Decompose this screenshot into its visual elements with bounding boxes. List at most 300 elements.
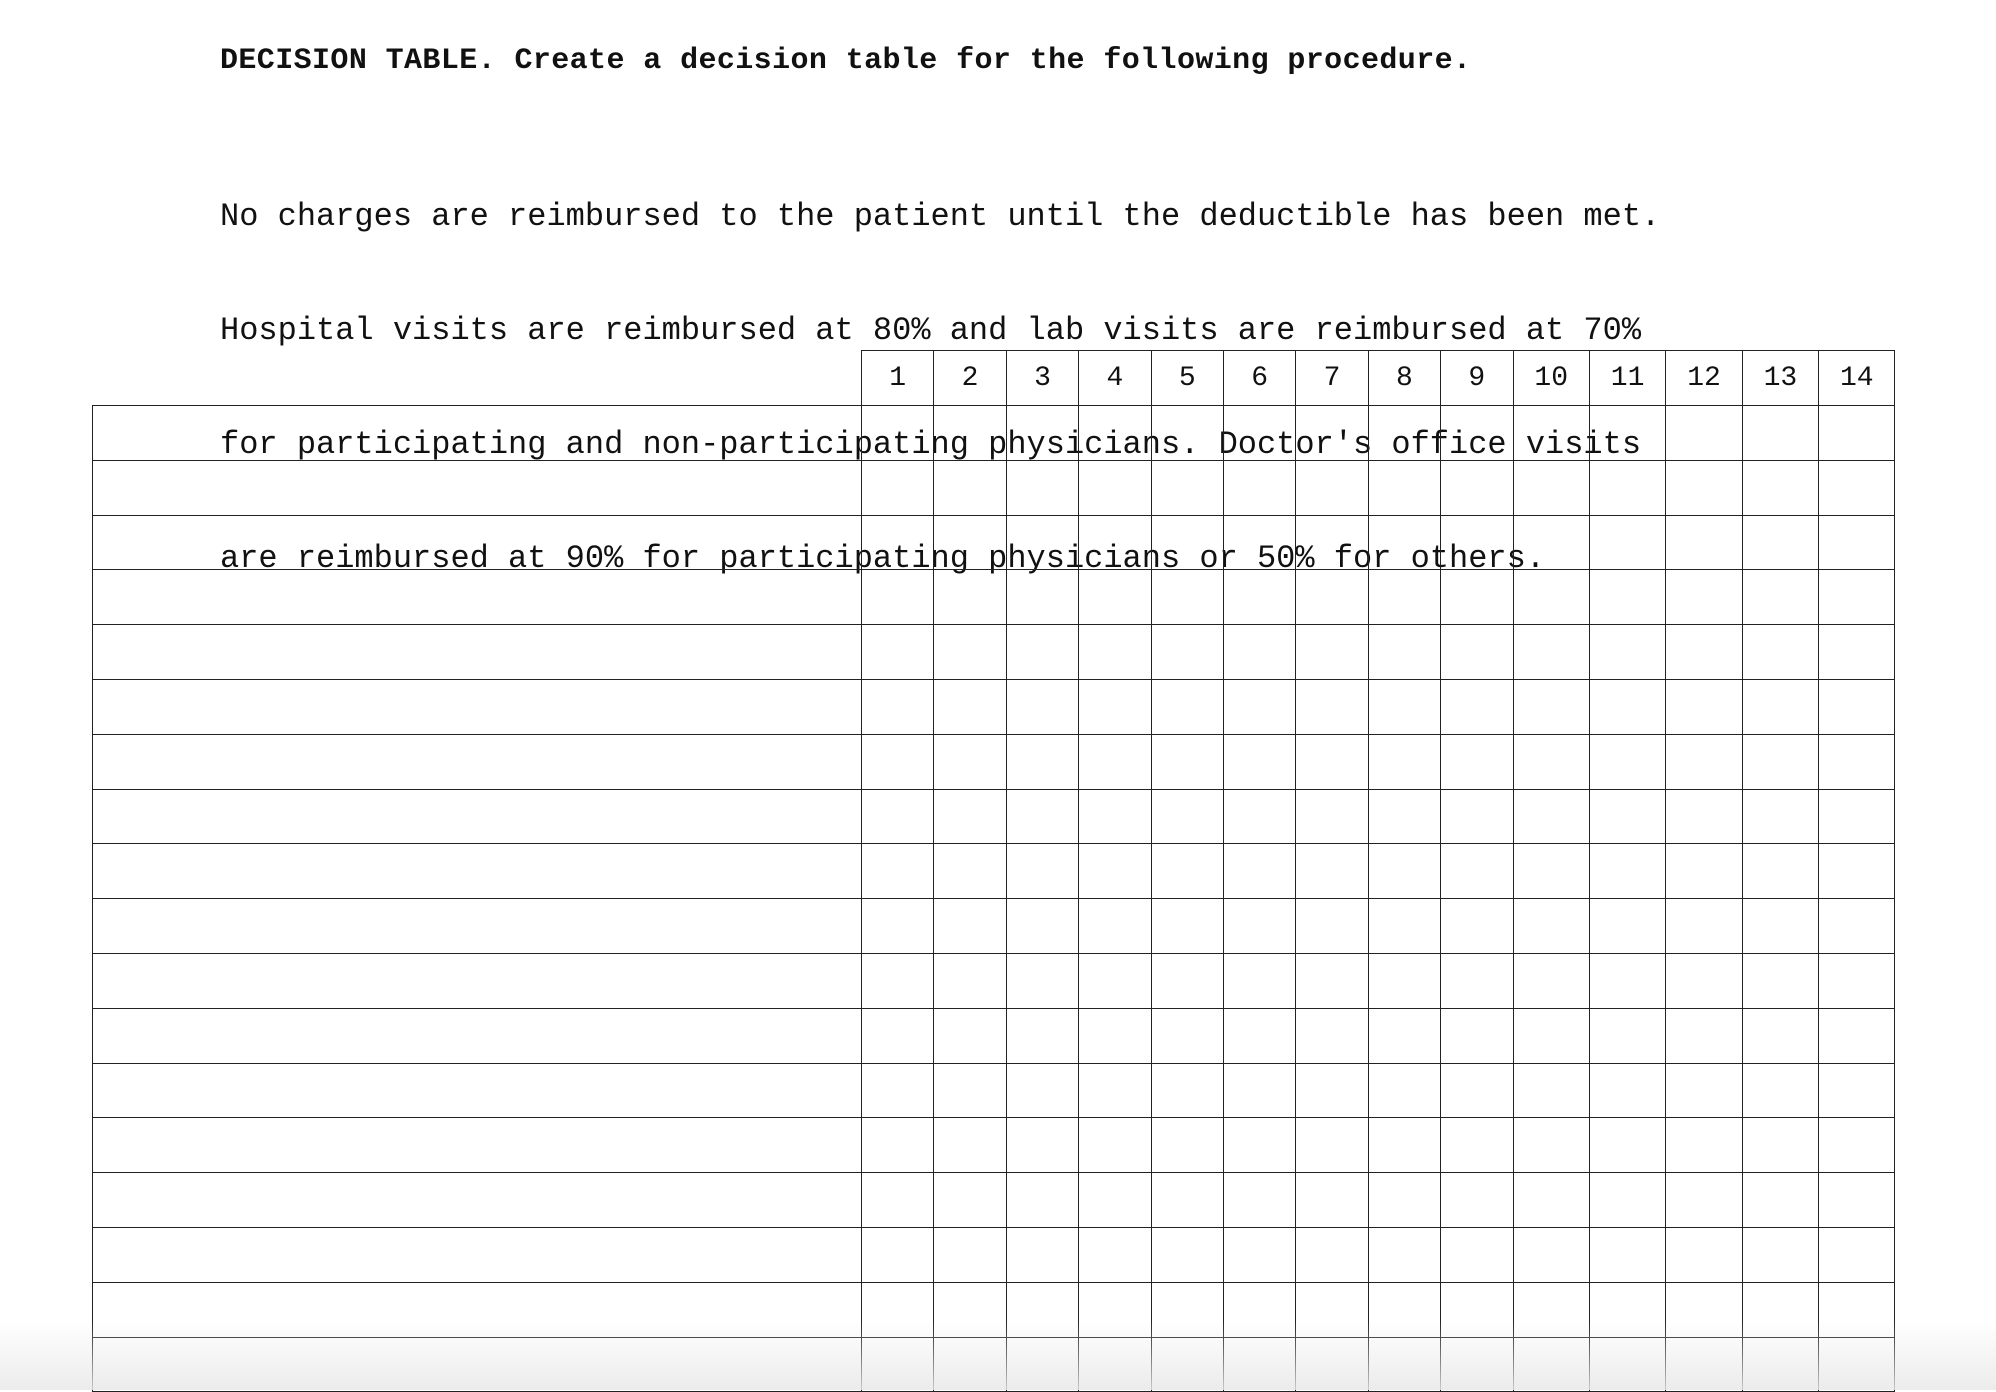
condition-action-cell[interactable] [93,570,862,625]
rule-cell[interactable] [1296,625,1368,680]
rule-cell[interactable] [1513,1282,1589,1337]
table-row [93,1227,1895,1282]
rule-cell[interactable] [862,515,934,570]
rule-cell[interactable] [862,460,934,515]
condition-action-cell[interactable] [93,1118,862,1173]
rule-cell[interactable] [1742,899,1818,954]
condition-action-cell[interactable] [93,789,862,844]
rule-cell[interactable] [1742,1337,1818,1392]
rule-cell[interactable] [1368,953,1440,1008]
condition-action-cell[interactable] [93,625,862,680]
rule-cell[interactable] [1742,1282,1818,1337]
rule-cell[interactable] [1368,1173,1440,1228]
rule-cell[interactable] [1079,679,1151,734]
rule-cell[interactable] [1513,460,1589,515]
rule-cell[interactable] [1742,1227,1818,1282]
rule-cell[interactable] [1006,515,1078,570]
rule-cell[interactable] [1742,1008,1818,1063]
rule-cell[interactable] [1742,570,1818,625]
rule-cell[interactable] [1006,679,1078,734]
rule-cell[interactable] [1006,844,1078,899]
rule-cell[interactable] [1006,460,1078,515]
rule-cell[interactable] [1513,1063,1589,1118]
rule-cell[interactable] [1513,1008,1589,1063]
rule-cell[interactable] [1742,460,1818,515]
rule-cell[interactable] [862,734,934,789]
rule-cell[interactable] [1819,1282,1895,1337]
rule-cell[interactable] [1296,1118,1368,1173]
rule-cell[interactable] [1151,1282,1223,1337]
rule-cell[interactable] [1006,1337,1078,1392]
rule-number-header: 7 [1296,351,1368,406]
rule-cell[interactable] [1006,1063,1078,1118]
table-row [93,734,1895,789]
rule-cell[interactable] [1589,1282,1665,1337]
rule-cell[interactable] [1151,570,1223,625]
rule-number-header: 2 [934,351,1006,406]
rule-cell[interactable] [1742,1118,1818,1173]
rule-cell[interactable] [1589,1227,1665,1282]
rule-cell[interactable] [1223,1337,1295,1392]
rule-cell[interactable] [1589,406,1665,461]
rule-cell[interactable] [1006,899,1078,954]
rule-cell[interactable] [1666,1118,1742,1173]
condition-action-cell[interactable] [93,1173,862,1228]
rule-cell[interactable] [1296,1282,1368,1337]
rule-cell[interactable] [1296,515,1368,570]
rule-cell[interactable] [934,1063,1006,1118]
rule-cell[interactable] [1079,953,1151,1008]
rule-cell[interactable] [862,1063,934,1118]
rule-cell[interactable] [862,899,934,954]
rule-cell[interactable] [1079,1282,1151,1337]
rule-cell[interactable] [1742,734,1818,789]
rule-cell[interactable] [1819,1227,1895,1282]
rule-number-header: 9 [1441,351,1513,406]
rule-cell[interactable] [1151,789,1223,844]
rule-number-header: 3 [1006,351,1078,406]
rule-cell[interactable] [1589,1008,1665,1063]
rule-cell[interactable] [1079,1063,1151,1118]
table-row [93,679,1895,734]
rule-number-header: 4 [1079,351,1151,406]
table-row [93,789,1895,844]
rule-cell[interactable] [1296,1173,1368,1228]
rule-cell[interactable] [1819,899,1895,954]
rule-cell[interactable] [1368,1118,1440,1173]
table-row [93,570,1895,625]
rule-number-header: 10 [1513,351,1589,406]
rule-cell[interactable] [1441,515,1513,570]
rule-cell[interactable] [1589,844,1665,899]
rule-cell[interactable] [1296,406,1368,461]
table-row [93,844,1895,899]
table-row [93,515,1895,570]
rule-cell[interactable] [934,734,1006,789]
rule-cell[interactable] [1441,460,1513,515]
rule-cell[interactable] [1441,1008,1513,1063]
rule-cell[interactable] [1079,460,1151,515]
rule-cell[interactable] [1441,1282,1513,1337]
rule-cell[interactable] [1819,844,1895,899]
rule-cell[interactable] [1819,1063,1895,1118]
rule-cell[interactable] [1223,1008,1295,1063]
rule-cell[interactable] [1513,844,1589,899]
rule-cell[interactable] [1441,1118,1513,1173]
condition-action-cell[interactable] [93,1282,862,1337]
rule-cell[interactable] [1742,679,1818,734]
rule-cell[interactable] [1079,1227,1151,1282]
rule-cell[interactable] [1006,734,1078,789]
rule-cell[interactable] [1819,406,1895,461]
rule-cell[interactable] [1296,899,1368,954]
rule-number-header: 13 [1742,351,1818,406]
rule-cell[interactable] [934,1282,1006,1337]
rule-cell[interactable] [1151,1227,1223,1282]
rule-cell[interactable] [862,1227,934,1282]
rule-cell[interactable] [1368,1282,1440,1337]
rule-cell[interactable] [862,1337,934,1392]
rule-cell[interactable] [1666,1063,1742,1118]
rule-cell[interactable] [934,1337,1006,1392]
rule-cell[interactable] [1441,844,1513,899]
rule-cell[interactable] [862,953,934,1008]
rule-cell[interactable] [1296,1063,1368,1118]
rule-cell[interactable] [1151,406,1223,461]
rule-cell[interactable] [1441,679,1513,734]
rule-cell[interactable] [1589,1173,1665,1228]
rule-cell[interactable] [1819,1118,1895,1173]
rule-cell[interactable] [1666,789,1742,844]
rule-cell[interactable] [934,1118,1006,1173]
table-row [93,1063,1895,1118]
rule-cell[interactable] [1368,460,1440,515]
rule-cell[interactable] [1666,1173,1742,1228]
rule-cell[interactable] [1589,679,1665,734]
rule-cell[interactable] [1441,1063,1513,1118]
rule-cell[interactable] [1589,1118,1665,1173]
rule-cell[interactable] [862,789,934,844]
rule-cell[interactable] [1513,515,1589,570]
rule-cell[interactable] [1819,953,1895,1008]
rule-cell[interactable] [1079,625,1151,680]
rule-cell[interactable] [1666,570,1742,625]
rule-cell[interactable] [1151,734,1223,789]
rule-cell[interactable] [1368,899,1440,954]
rule-number-header: 5 [1151,351,1223,406]
rule-number-header: 12 [1666,351,1742,406]
rule-cell[interactable] [1223,1282,1295,1337]
rule-cell[interactable] [862,625,934,680]
condition-action-cell[interactable] [93,899,862,954]
rule-cell[interactable] [1296,844,1368,899]
rule-cell[interactable] [1742,953,1818,1008]
rule-cell[interactable] [862,679,934,734]
rule-cell[interactable] [1513,1227,1589,1282]
rule-cell[interactable] [1223,1173,1295,1228]
rule-cell[interactable] [1819,460,1895,515]
rule-cell[interactable] [862,1118,934,1173]
rule-cell[interactable] [1006,570,1078,625]
rule-cell[interactable] [934,679,1006,734]
rule-cell[interactable] [1513,1118,1589,1173]
condition-action-cell[interactable] [93,953,862,1008]
rule-cell[interactable] [1819,1173,1895,1228]
rule-cell[interactable] [1666,515,1742,570]
rule-cell[interactable] [1666,1337,1742,1392]
rule-cell[interactable] [1819,734,1895,789]
rule-cell[interactable] [1079,1173,1151,1228]
rule-cell[interactable] [1513,1173,1589,1228]
rule-cell[interactable] [1151,625,1223,680]
rule-cell[interactable] [1296,460,1368,515]
rule-cell[interactable] [1223,734,1295,789]
rule-cell[interactable] [1513,734,1589,789]
rule-cell[interactable] [1666,625,1742,680]
condition-action-cell[interactable] [93,460,862,515]
rule-cell[interactable] [1151,1008,1223,1063]
rule-cell[interactable] [1742,1063,1818,1118]
rule-cell[interactable] [1742,789,1818,844]
rule-cell[interactable] [1368,734,1440,789]
rule-cell[interactable] [1006,953,1078,1008]
table-row [93,1173,1895,1228]
condition-action-cell[interactable] [93,1337,862,1392]
rule-cell[interactable] [1368,625,1440,680]
rule-cell[interactable] [1666,1008,1742,1063]
rule-cell[interactable] [1742,844,1818,899]
rule-cell[interactable] [1296,789,1368,844]
condition-action-cell[interactable] [93,844,862,899]
rule-cell[interactable] [1223,406,1295,461]
rule-cell[interactable] [1296,1008,1368,1063]
decision-table [92,350,1895,1392]
rule-cell[interactable] [1079,570,1151,625]
rule-cell[interactable] [1589,899,1665,954]
rule-cell[interactable] [1151,899,1223,954]
rule-cell[interactable] [1742,1173,1818,1228]
rule-cell[interactable] [1079,1118,1151,1173]
rule-cell[interactable] [1151,460,1223,515]
table-row [93,1118,1895,1173]
rule-cell[interactable] [1223,899,1295,954]
rule-cell[interactable] [1151,679,1223,734]
rule-cell[interactable] [1819,679,1895,734]
rule-cell[interactable] [1223,953,1295,1008]
rule-cell[interactable] [1151,1173,1223,1228]
rule-cell[interactable] [1151,1118,1223,1173]
rule-cell[interactable] [1223,625,1295,680]
rule-cell[interactable] [1819,515,1895,570]
rule-cell[interactable] [1589,625,1665,680]
rule-cell[interactable] [1151,515,1223,570]
rule-cell[interactable] [862,570,934,625]
rule-cell[interactable] [1223,460,1295,515]
rule-cell[interactable] [934,625,1006,680]
rule-cell[interactable] [1223,679,1295,734]
rule-cell[interactable] [1368,679,1440,734]
rule-cell[interactable] [1079,1008,1151,1063]
rule-cell[interactable] [1368,406,1440,461]
rule-cell[interactable] [1223,515,1295,570]
rule-cell[interactable] [1079,789,1151,844]
rule-cell[interactable] [1589,515,1665,570]
rule-cell[interactable] [1819,1337,1895,1392]
description-line: are reimbursed at 90% for participating physicians or 50% for others. [220,540,1546,577]
rule-cell[interactable] [934,953,1006,1008]
table-row [93,460,1895,515]
rule-cell[interactable] [1441,406,1513,461]
rule-cell[interactable] [1666,1227,1742,1282]
rule-cell[interactable] [934,1008,1006,1063]
rule-cell[interactable] [1368,1063,1440,1118]
condition-action-cell[interactable] [93,406,862,461]
rule-cell[interactable] [1151,1337,1223,1392]
rule-cell[interactable] [1079,899,1151,954]
rule-cell[interactable] [1513,1337,1589,1392]
rule-cell[interactable] [1441,789,1513,844]
rule-cell[interactable] [1819,625,1895,680]
condition-action-cell[interactable] [93,1063,862,1118]
rule-cell[interactable] [1006,1173,1078,1228]
rule-cell[interactable] [1819,1008,1895,1063]
rule-cell[interactable] [1006,1282,1078,1337]
rule-cell[interactable] [1368,1008,1440,1063]
rule-cell[interactable] [1666,406,1742,461]
rule-cell[interactable] [1441,1173,1513,1228]
rule-cell[interactable] [1296,734,1368,789]
rule-cell[interactable] [1441,1337,1513,1392]
rule-cell[interactable] [1666,953,1742,1008]
rule-cell[interactable] [1368,1337,1440,1392]
rule-cell[interactable] [1819,789,1895,844]
rule-cell[interactable] [1151,953,1223,1008]
rule-cell[interactable] [1223,570,1295,625]
table-row [93,406,1895,461]
rule-cell[interactable] [1589,734,1665,789]
condition-action-cell[interactable] [93,679,862,734]
rule-cell[interactable] [1589,460,1665,515]
rule-cell[interactable] [1441,625,1513,680]
rule-cell[interactable] [1006,1008,1078,1063]
rule-cell[interactable] [1589,570,1665,625]
rule-cell[interactable] [1666,899,1742,954]
rule-cell[interactable] [1742,515,1818,570]
rule-cell[interactable] [1742,625,1818,680]
rule-cell[interactable] [1368,570,1440,625]
rule-cell[interactable] [1079,406,1151,461]
rule-cell[interactable] [1513,406,1589,461]
rule-cell[interactable] [934,789,1006,844]
rule-cell[interactable] [1079,1337,1151,1392]
rule-cell[interactable] [1513,570,1589,625]
rule-number-header: 14 [1819,351,1895,406]
rule-cell[interactable] [1296,953,1368,1008]
rule-cell[interactable] [934,406,1006,461]
rule-cell[interactable] [1006,1118,1078,1173]
page-title: DECISION TABLE. Create a decision table for the following procedure. [220,44,1472,78]
rule-cell[interactable] [1223,789,1295,844]
rule-cell[interactable] [1589,789,1665,844]
rule-cell[interactable] [1513,625,1589,680]
condition-action-cell[interactable] [93,734,862,789]
table-corner [93,351,862,406]
rule-cell[interactable] [1296,1227,1368,1282]
rule-cell[interactable] [1223,1063,1295,1118]
rule-cell[interactable] [1441,570,1513,625]
condition-action-cell[interactable] [93,1008,862,1063]
rule-cell[interactable] [1079,844,1151,899]
condition-action-cell[interactable] [93,1227,862,1282]
rule-cell[interactable] [934,1227,1006,1282]
rule-cell[interactable] [1513,789,1589,844]
rule-cell[interactable] [1006,789,1078,844]
rule-cell[interactable] [1666,734,1742,789]
rule-cell[interactable] [862,1173,934,1228]
rule-cell[interactable] [1441,1227,1513,1282]
rule-cell[interactable] [934,844,1006,899]
rule-cell[interactable] [1666,1282,1742,1337]
rule-cell[interactable] [1296,1337,1368,1392]
rule-cell[interactable] [1513,679,1589,734]
rule-number-header: 8 [1368,351,1440,406]
rule-cell[interactable] [1742,406,1818,461]
table-row [93,1282,1895,1337]
rule-cell[interactable] [1223,1118,1295,1173]
rule-cell[interactable] [1589,953,1665,1008]
rule-cell[interactable] [1296,570,1368,625]
rule-cell[interactable] [934,515,1006,570]
rule-cell[interactable] [1368,515,1440,570]
rule-cell[interactable] [1666,679,1742,734]
rule-cell[interactable] [1513,899,1589,954]
rule-number-header: 6 [1223,351,1295,406]
description-line: for participating and non-participating physicians. Doctor's office visits [220,426,1642,463]
rule-cell[interactable] [1151,1063,1223,1118]
rule-cell[interactable] [934,460,1006,515]
rule-cell[interactable] [1819,570,1895,625]
rule-cell[interactable] [1079,515,1151,570]
rule-cell[interactable] [1006,406,1078,461]
rule-cell[interactable] [1666,844,1742,899]
rule-cell[interactable] [1223,1227,1295,1282]
rule-cell[interactable] [1368,844,1440,899]
rule-cell[interactable] [862,844,934,899]
rule-cell[interactable] [1589,1063,1665,1118]
rule-cell[interactable] [1513,953,1589,1008]
rule-cell[interactable] [862,406,934,461]
rule-cell[interactable] [862,1008,934,1063]
rule-cell[interactable] [1151,844,1223,899]
condition-action-cell[interactable] [93,515,862,570]
rule-cell[interactable] [934,570,1006,625]
rule-cell[interactable] [862,1282,934,1337]
rule-cell[interactable] [1441,953,1513,1008]
rule-cell[interactable] [1006,625,1078,680]
rule-cell[interactable] [934,899,1006,954]
rule-cell[interactable] [1223,844,1295,899]
rule-cell[interactable] [1441,899,1513,954]
rule-cell[interactable] [1296,679,1368,734]
rule-cell[interactable] [1589,1337,1665,1392]
rule-cell[interactable] [1079,734,1151,789]
rule-cell[interactable] [1368,789,1440,844]
rule-cell[interactable] [1666,460,1742,515]
rule-cell[interactable] [934,1173,1006,1228]
rule-cell[interactable] [1368,1227,1440,1282]
rule-cell[interactable] [1441,734,1513,789]
rule-cell[interactable] [1006,1227,1078,1282]
